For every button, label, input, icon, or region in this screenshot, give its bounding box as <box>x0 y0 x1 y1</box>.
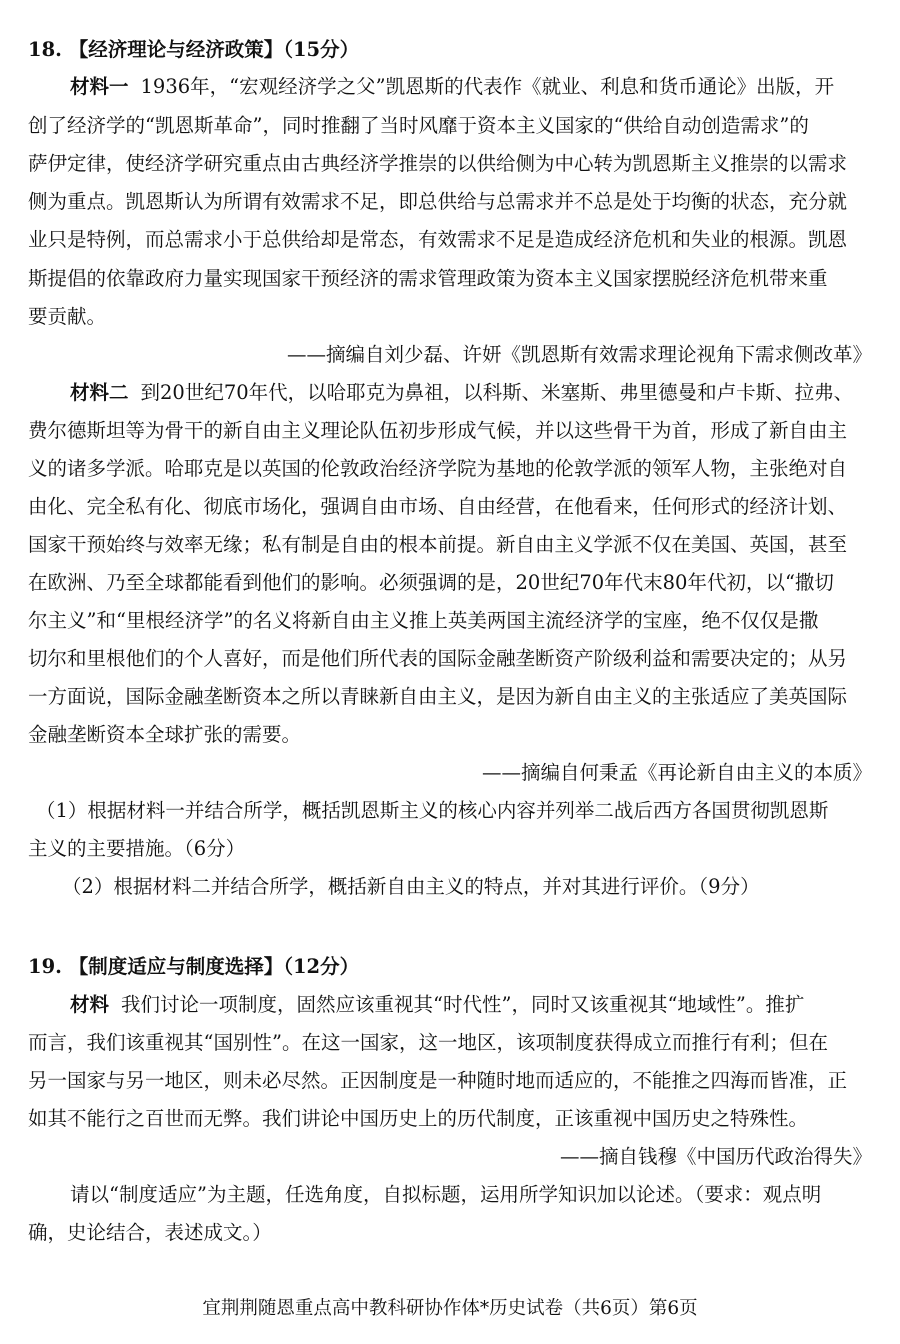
q18-material2-line-7: 尔主义”和“里根经济学”的名义将新自由主义推上英美两国主流经济学的宝座，绝不仅仅是撒 <box>28 609 819 632</box>
q18-material2-line-6: 在欧洲、乃至全球都能看到他们的影响。必须强调的是，20世纪70年代末80年代初，以“撒切 <box>28 571 834 594</box>
q18-material2-line-3: 义的诸多学派。哈耶克是以英国的伦敦政治经济学院为基地的伦敦学派的领军人物，主张绝对自 <box>28 457 848 480</box>
q18-material1-line-3: 萨伊定律，使经济学研究重点由古典经济学推崇的以供给侧为中心转为凯恩斯主义推崇的以需求 <box>28 152 848 175</box>
page-footer: 宜荆荆随恩重点高中教科研协作体*历史试卷（共6页）第6页 <box>202 1298 698 1319</box>
q18-material1-line-5: 业只是特例，而总需求小于总供给却是常态，有效需求不足是造成经济危机和失业的根源。凯恩 <box>28 228 848 251</box>
q18-material1-line-7: 要贡献。 <box>28 305 107 328</box>
q19-material-text: 我们讨论一项制度，固然应该重视其“时代性”，同时又该重视其“地域性”。推扩 <box>121 993 805 1016</box>
q18-subquestion-2: （2）根据材料二并结合所学，概括新自由主义的特点，并对其进行评价。（9分） <box>62 875 760 898</box>
q18-material1-line-1 <box>70 73 872 101</box>
q18-material2-label: 材料二 <box>70 381 129 404</box>
q19-material-line-1 <box>70 991 872 1019</box>
q19-task-line-2: 确，史论结合，表述成文。） <box>28 1221 272 1244</box>
q19-material-line-3: 另一国家与另一地区，则未必尽然。正因制度是一种随时地而适应的，不能推之四海而皆准，正 <box>28 1069 848 1092</box>
q18-material1-text: 1936年，“宏观经济学之父”凯恩斯的代表作《就业、利息和货币通论》出版，开 <box>140 75 835 98</box>
q19-material-line-2: 而言，我们该重视其“国别性”。在这一国家，这一地区，该项制度获得成立而推行有利；但在 <box>28 1031 828 1054</box>
q18-material2-line-2: 费尔德斯坦等为骨干的新自由主义理论队伍初步形成气候，并以这些骨干为首，形成了新自由主 <box>28 419 848 442</box>
q18-material1-label: 材料一 <box>70 75 129 98</box>
q19-title: 19. 【制度适应与制度选择】（12分） <box>28 955 360 978</box>
q18-material1-source: ——摘编自刘少磊、许妍《凯恩斯有效需求理论视角下需求侧改革》 <box>286 343 872 366</box>
q18-material2-line-10: 金融垄断资本全球扩张的需要。 <box>28 723 302 746</box>
q18-material2-line-5: 国家干预始终与效率无缘；私有制是自由的根本前提。新自由主义学派不仅在美国、英国，甚至 <box>28 533 848 556</box>
q18-material2-source: ——摘编自何秉孟《再论新自由主义的本质》 <box>481 761 872 784</box>
q19-material-line-4: 如其不能行之百世而无弊。我们讲论中国历史上的历代制度，正该重视中国历史之特殊性。 <box>28 1107 809 1130</box>
q19-task-line-1: 请以“制度适应”为主题，任选角度，自拟标题，运用所学知识加以论述。（要求：观点明 <box>70 1183 822 1206</box>
q18-title: 18. 【经济理论与经济政策】（15分） <box>28 38 360 61</box>
q19-material-source: ——摘自钱穆《中国历代政治得失》 <box>559 1145 872 1168</box>
q18-material2-text: 到20世纪70年代，以哈耶克为鼻祖，以科斯、米塞斯、弗里德曼和卢卡斯、拉弗、 <box>140 381 854 404</box>
q18-material1-line-2: 创了经济学的“凯恩斯革命”，同时推翻了当时风靡于资本主义国家的“供给自动创造需求”的 <box>28 114 809 137</box>
q18-material1-line-4: 侧为重点。凯恩斯认为所谓有效需求不足，即总供给与总需求并不总是处于均衡的状态，充分就 <box>28 190 848 213</box>
q18-material1-line-6: 斯提倡的依靠政府力量实现国家干预经济的需求管理政策为资本主义国家摆脱经济危机带来重 <box>28 267 828 290</box>
q19-material-label: 材料 <box>70 993 110 1016</box>
q18-material2-line-4: 由化、完全私有化、彻底市场化，强调自由市场、自由经营，在他看来，任何形式的经济计划、 <box>28 495 848 518</box>
q18-subquestion-1-line-2: 主义的主要措施。（6分） <box>28 837 246 860</box>
q18-material2-line-9: 一方面说，国际金融垄断资本之所以青睐新自由主义，是因为新自由主义的主张适应了美英国际 <box>28 685 848 708</box>
q18-subquestion-1-line-1: （1）根据材料一并结合所学，概括凯恩斯主义的核心内容并列举二战后西方各国贯彻凯恩斯 <box>36 799 829 822</box>
q18-material2-line-8: 切尔和里根他们的个人喜好，而是他们所代表的国际金融垄断资产阶级利益和需要决定的；从另 <box>28 647 848 670</box>
q18-material2-line-1 <box>70 379 872 407</box>
